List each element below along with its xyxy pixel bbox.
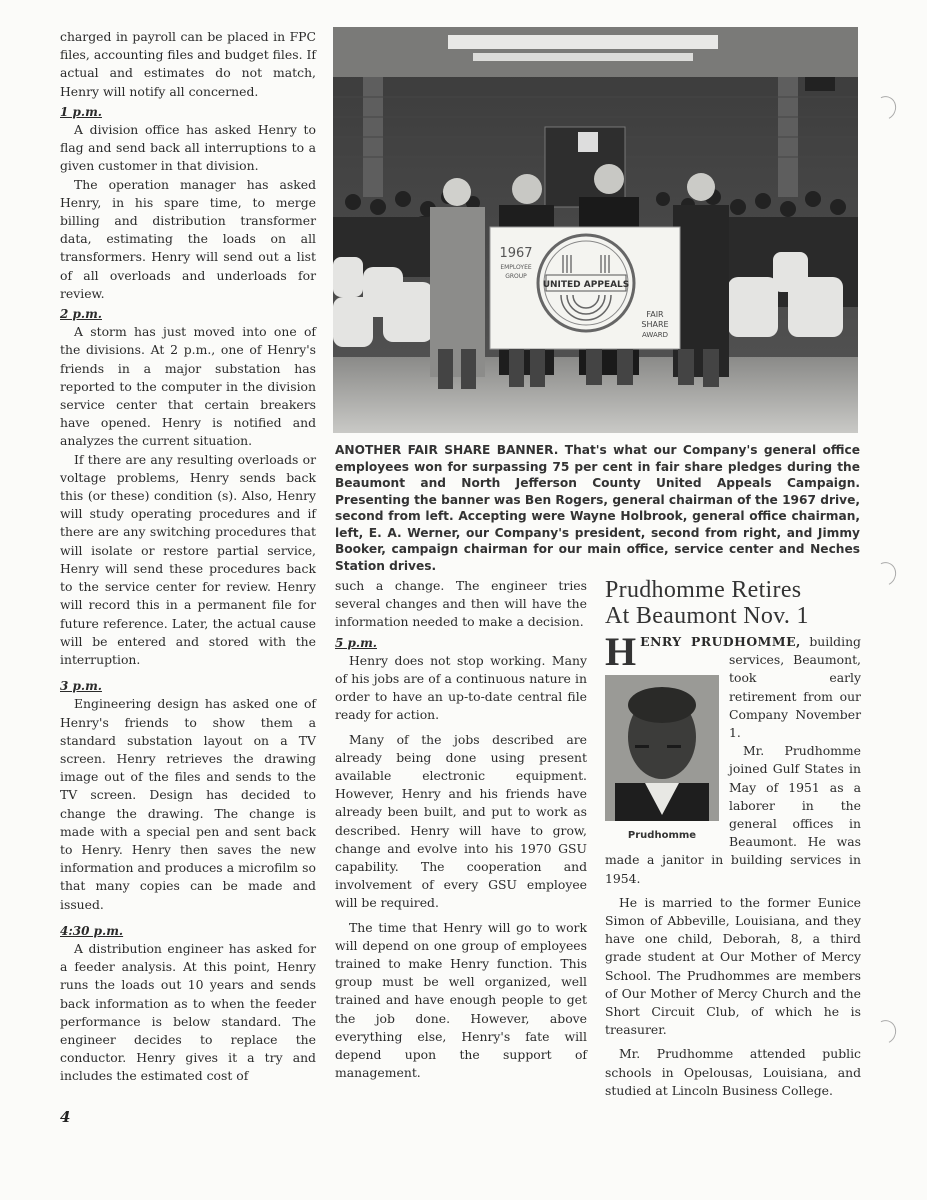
banner-emblem: UNITED APPEALS: [542, 280, 630, 290]
punch-hole-mark: [871, 1017, 900, 1047]
headline-line-2: At Beaumont Nov. 1: [605, 603, 809, 629]
left-column: [60, 28, 316, 1086]
punch-hole-mark: [871, 559, 900, 589]
time-heading-2pm: 2 p.m.: [60, 307, 102, 322]
middle-intro: such a change. The engineer tries several changes and then will have the information needed to make a decision.: [335, 578, 587, 630]
banner-line1: EMPLOYEE: [500, 264, 532, 271]
article-headline: [605, 577, 861, 629]
caption-lead: ANOTHER FAIR SHARE BANNER.: [335, 443, 559, 457]
banner-line2: GROUP: [505, 273, 527, 280]
paragraph: A distribution engineer has asked for a feeder analysis. At this point, Henry runs the loads out 10 years and sends back information as to when the feeder performance is below standard. The engineer decides to replace the conductor. Henry gives it a try and includes the estimated cost of: [60, 940, 316, 1084]
punch-hole-mark: [871, 93, 900, 123]
banner-award1: FAIR: [646, 310, 664, 319]
time-heading-3pm: 3 p.m.: [60, 679, 102, 694]
paragraph: A division office has asked Henry to flag and send back all interruptions to a given customer in that division.: [60, 122, 316, 174]
paragraph: Mr. Prudhomme attended public schools in Opelousas, Louisiana, and studied at Lincoln Business College.: [605, 1046, 861, 1098]
lead-name: ENRY PRUDHOMME,: [640, 634, 801, 649]
time-heading-1pm: 1 p.m.: [60, 104, 102, 119]
portrait-figure: [605, 675, 719, 845]
left-intro: charged in payroll can be placed in FPC files, accounting files and budget files. If actual and estimates do not match, Henry will notify all concerned.: [60, 29, 316, 99]
portrait-caption: Prudhomme: [627, 830, 697, 841]
retirement-article: [605, 577, 861, 1100]
drop-cap: H: [605, 629, 637, 674]
middle-column: [335, 577, 587, 1082]
fair-share-banner: [490, 227, 680, 349]
group-photo-image: [333, 27, 858, 433]
banner-award3: AWARD: [642, 331, 668, 339]
paragraph: Henry does not stop working. Many of his jobs are of a continuous nature in order to have an up-to-date central file ready for action.: [335, 652, 587, 723]
paragraph: The time that Henry will go to work will depend on one group of employees trained to make Henry function. This group must be well organized, well trained and have enough people to get the job done. However, above everything else, Henry's fate will depend upon the support of management.: [335, 919, 587, 1081]
photo-caption: [335, 442, 860, 574]
lead-rest: building services, Beaumont, took early retirement from our Company November 1.: [729, 634, 861, 741]
portrait-photo: [605, 675, 719, 821]
headline-line-1: Prudhomme Retires: [605, 577, 802, 603]
banner-award2: SHARE: [641, 320, 669, 329]
paragraph: Mr. Prudhomme joined Gulf States in May of 1951 as a laborer in the general offices in Beaumont. He was made a janitor in building services in 1954.: [605, 743, 861, 886]
banner-year: 1967: [499, 246, 533, 261]
united-appeals-photo: [333, 27, 858, 433]
time-heading-430pm: 4:30 p.m.: [60, 923, 124, 938]
paragraph: Engineering design has asked one of Henry's friends to show them a standard substation layout on a TV screen. Henry retrieves the drawing image out of the files and sends to the TV screen. Design has decided to change the drawing. The change is made with a special pen and sent back to Henry. Henry then saves the new information and produces a microfilm so that many copies can be made and issued.: [60, 696, 316, 912]
caption-body: That's what our Company's general office employees won for surpassing 75 per cent in fair share pledges during the Beaumont and North Jefferson County United Appeals Campaign. Presenting the banner was Ben Rogers, general chairman of the 1967 drive, second from left. Accepting were Wayne Holbrook, general office chairman, left, E. A. Werner, our Company's president, second from right, and Jimmy Booker, campaign chairman for our main office, service center and Neches Station drives.: [335, 443, 860, 573]
paragraph: He is married to the former Eunice Simon of Abbeville, Louisiana, and they have one child, Deborah, 8, a third grade student at Our Mother of Mercy School. The Prudhommes are members of Our Mother of Mercy Church and the Short Circuit Club, of which he is treasurer.: [605, 894, 861, 1038]
paragraph: A storm has just moved into one of the divisions. At 2 p.m., one of Henry's friends in a major substation has reported to the computer in the division service center that certain breakers have opened. Henry is notified and analyzes the current situation.: [60, 324, 316, 449]
paragraph: The operation manager has asked Henry, in his spare time, to merge billing and distribution transformer data, estimating the loads on all transformers. Henry will send out a list of all overloads and underloads for review.: [60, 176, 316, 301]
time-heading-5pm: 5 p.m.: [335, 635, 377, 650]
page-number: 4: [60, 1108, 71, 1126]
paragraph: If there are any resulting overloads or voltage problems, Henry sends back this (or these) condition (s). Also, Henry will study operating procedures and if there are any switching procedures that will isolate or restore partial service, Henry will send these procedures back to the service center for review. Henry will record this in a permanent file for future reference. Later, the actual cause will be entered and stored with the interruption.: [60, 451, 316, 667]
paragraph: Many of the jobs described are already being done using present available electronic equipment. However, Henry and his friends have already been built, and put to work as described. Henry will have to grow, change and evolve into his 1970 GSU capability. The cooperation and involvement of every GSU employee will be required.: [335, 731, 587, 911]
